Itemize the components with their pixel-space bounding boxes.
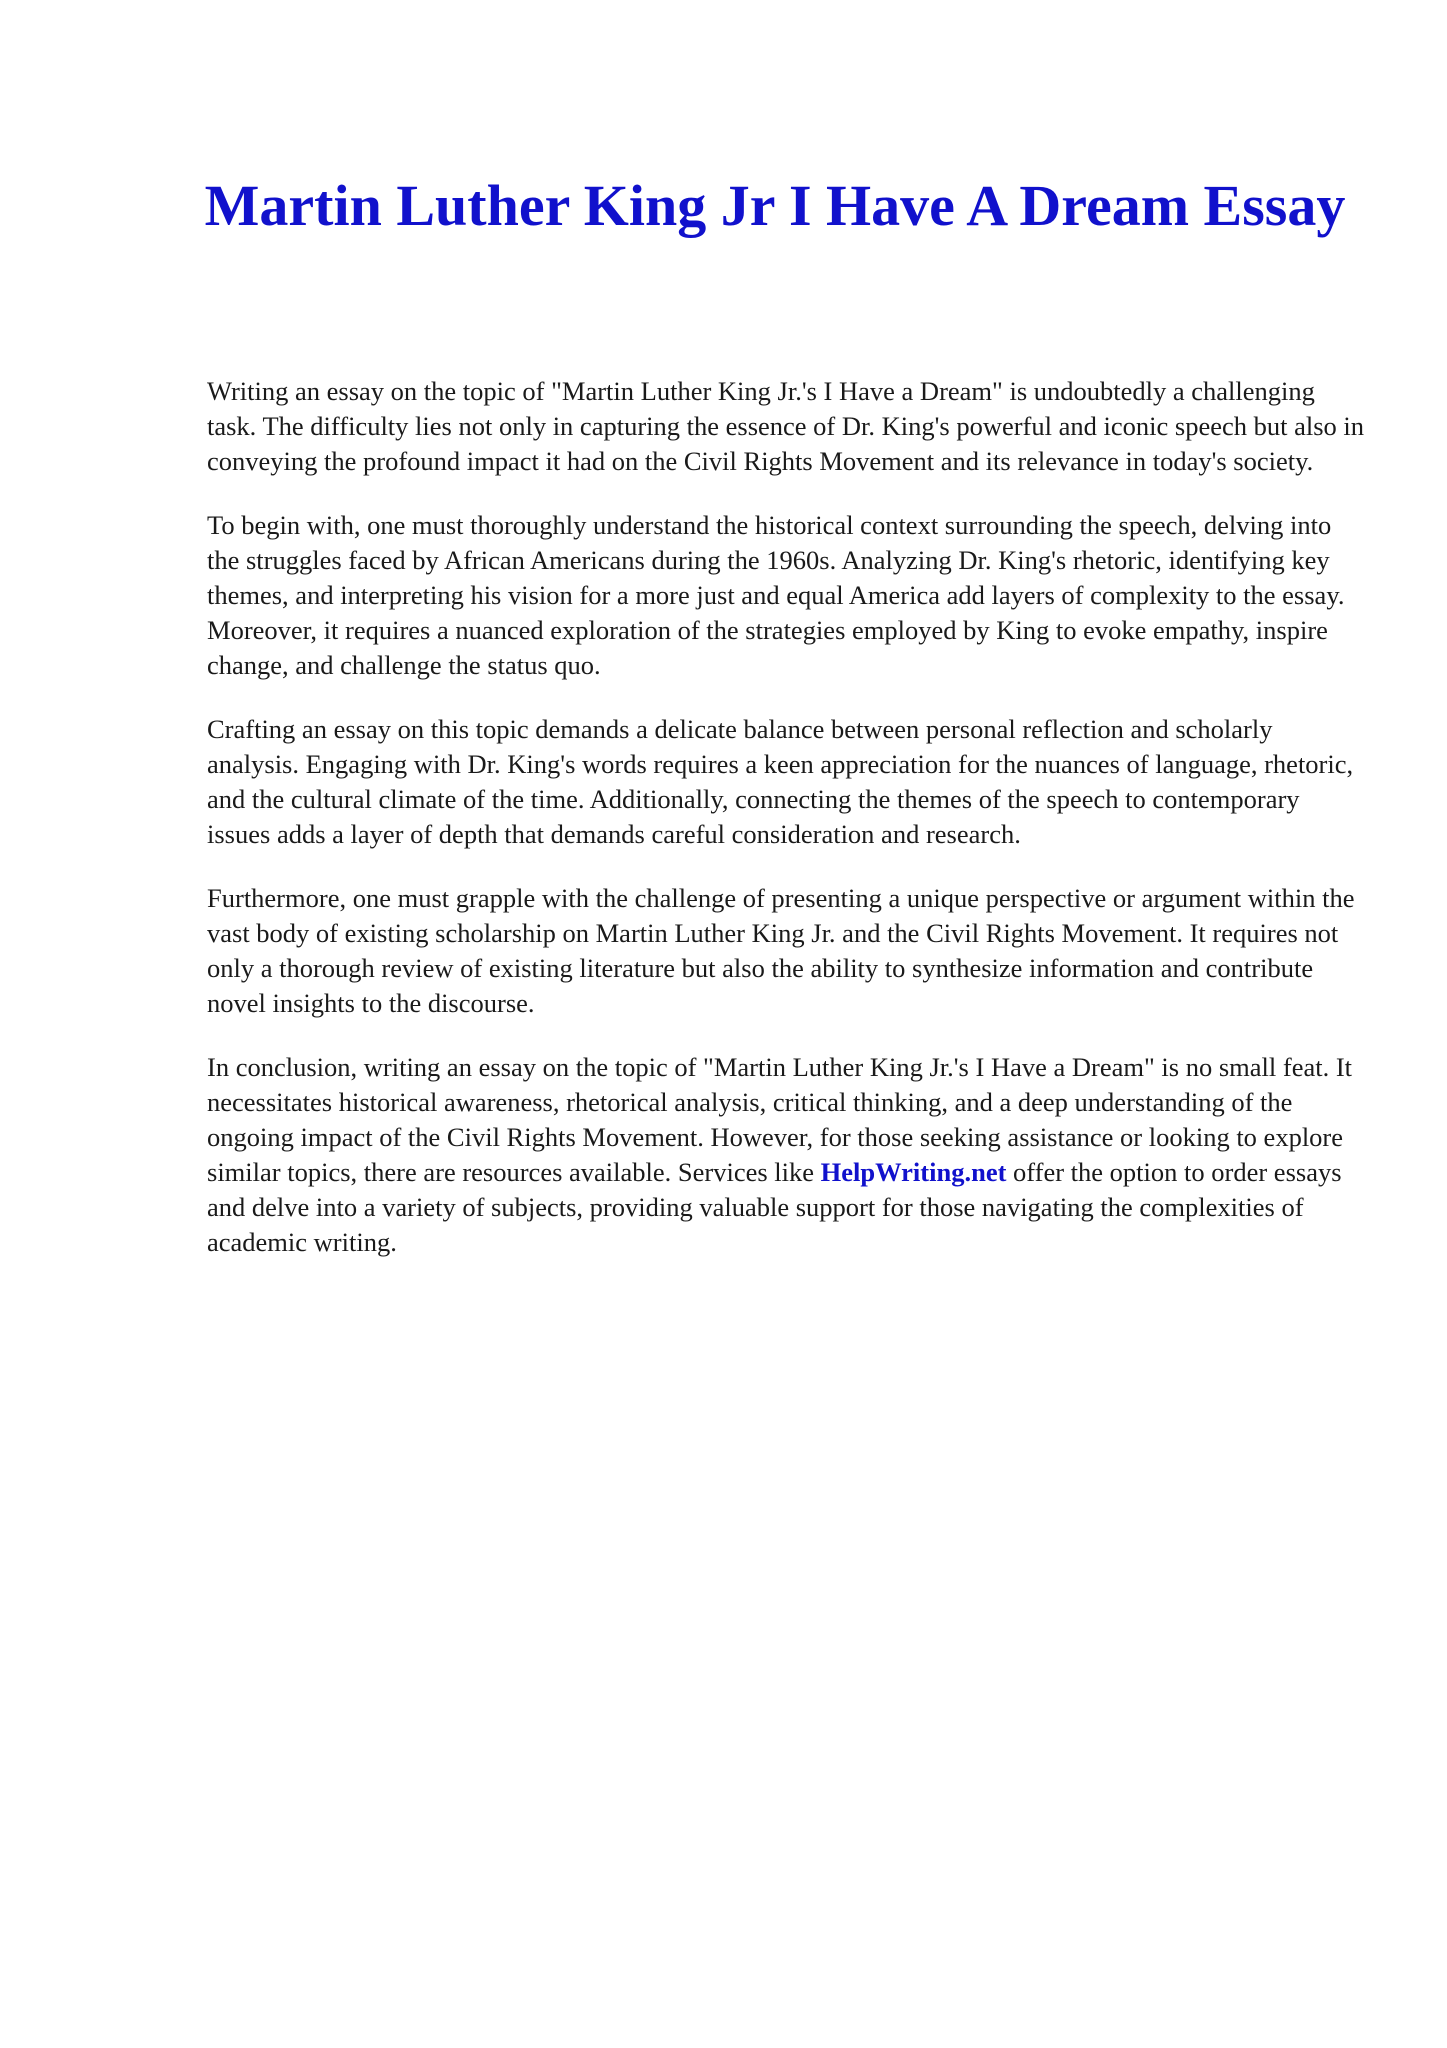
conclusion-text-before-link: In conclusion, writing an essay on the topic of "Martin Luther King Jr.'s I Have a Dream" is no small feat. It necessitates historical awareness, rhetorical analysis, critical thinking, and a deep understanding of the ongoing impact of the Civil Rights Movement. However, for those seeking assistance or looking to explore similar topics, there are resources available. Services like <box>207 1052 1353 1187</box>
page-title: Martin Luther King Jr I Have A Dream Essay <box>204 173 1346 238</box>
essay-body <box>207 374 1367 1289</box>
paragraph-4: Furthermore, one must grapple with the challenge of presenting a unique perspective or argument within the vast body of existing scholarship on Martin Luther King Jr. and the Civil Rights Movement. It requires not only a thorough review of existing literature but also the ability to synthesize information and contribute novel insights to the discourse. <box>207 883 1355 1018</box>
conclusion-text-after-link: offer the option to order essays and delve into a variety of subjects, providing valuable support for those navigating the complexities of academic writing. <box>207 1157 1342 1257</box>
paragraph-2: To begin with, one must thoroughly understand the historical context surrounding the speech, delving into the struggles faced by African Americans during the 1960s. Analyzing Dr. King's rhetoric, identifying key themes, and interpreting his vision for a more just and equal America add layers of complexity to the essay. Moreover, it requires a nuanced exploration of the strategies employed by King to evoke empathy, inspire change, and challenge the status quo. <box>207 510 1345 680</box>
paragraph-1: Writing an essay on the topic of "Martin Luther King Jr.'s I Have a Dream" is undoubtedly a challenging task. The difficulty lies not only in capturing the essence of Dr. King's powerful and iconic speech but also in conveying the profound impact it had on the Civil Rights Movement and its relevance in today's society. <box>207 376 1365 476</box>
helpwriting-link[interactable]: HelpWriting.net <box>820 1157 1007 1187</box>
paragraph-3: Crafting an essay on this topic demands a delicate balance between personal reflection and scholarly analysis. Engaging with Dr. King's words requires a keen appreciation for the nuances of language, rhetoric, and the cultural climate of the time. Additionally, connecting the themes of the speech to contemporary issues adds a layer of depth that demands careful consideration and research. <box>207 714 1354 849</box>
paragraph-conclusion <box>207 1050 1367 1260</box>
